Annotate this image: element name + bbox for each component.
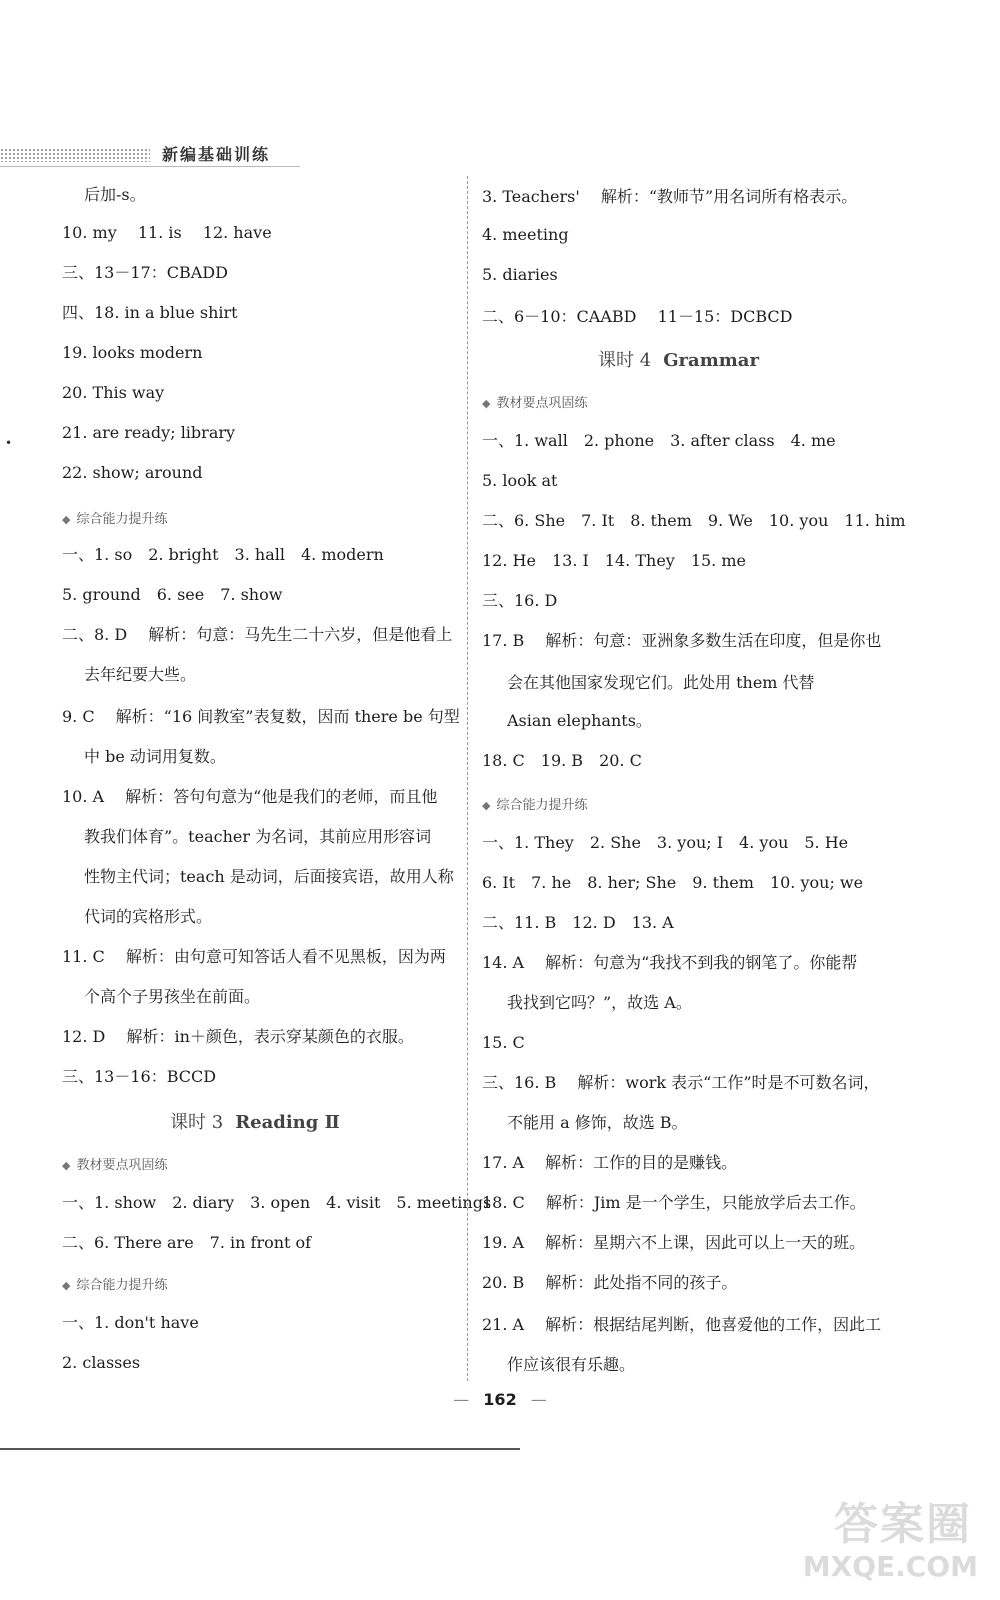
- answer-line: 教我们体育”。teacher 为名词，其前应用形容词: [84, 827, 432, 846]
- header-dot-pattern: [0, 148, 150, 162]
- answer-line: 二、11. B 12. D 13. A: [482, 913, 674, 932]
- answer-line: 18. C 解析：Jim 是一个学生，只能放学后去工作。: [482, 1193, 866, 1212]
- answer-line: 21. A 解析：根据结尾判断，他喜爱他的工作，因此工: [482, 1315, 882, 1334]
- answer-line: 14. A 解析：句意为“我找不到我的钢笔了。你能帮: [482, 953, 858, 972]
- answer-line: 21. are ready; library: [62, 423, 236, 442]
- answer-line: 个高个子男孩坐在前面。: [84, 987, 261, 1006]
- answer-line: 19. looks modern: [62, 343, 203, 362]
- answer-line: 去年纪要大些。: [84, 665, 197, 684]
- answer-line: 5. look at: [482, 471, 558, 490]
- answer-line: 二、6. She 7. It 8. them 9. We 10. you 11. him: [482, 511, 906, 530]
- diamond-icon: ◆: [62, 1279, 71, 1292]
- answer-line: 不能用 a 修饰，故选 B。: [507, 1113, 688, 1132]
- answer-line: 中 be 动词用复数。: [84, 747, 226, 766]
- answer-line: 一、1. show 2. diary 3. open 4. visit 5. meetings: [62, 1193, 492, 1212]
- answer-line: 5. diaries: [482, 265, 558, 284]
- answer-line: 我找到它吗？”，故选 A。: [507, 993, 692, 1012]
- answer-line: 性物主代词；teach 是动词，后面接宾语，故用人称: [84, 867, 454, 886]
- answer-line: 15. C: [482, 1033, 525, 1052]
- answer-line: 10. A 解析：答句句意为“他是我们的老师，而且他: [62, 787, 438, 806]
- answer-line: 6. It 7. he 8. her; She 9. them 10. you; we: [482, 873, 864, 892]
- answer-line: 二、8. D 解析：句意：马先生二十六岁，但是他看上: [62, 625, 453, 644]
- answer-line: 18. C 19. B 20. C: [482, 751, 642, 770]
- diamond-icon: ◆: [62, 1159, 71, 1172]
- lesson-heading: 课时 3 Reading Ⅱ: [170, 1112, 340, 1133]
- margin-mark: •: [5, 436, 13, 450]
- answer-line: 12. He 13. I 14. They 15. me: [482, 551, 746, 570]
- answer-line: 四、18. in a blue shirt: [62, 303, 238, 322]
- diamond-icon: ◆: [62, 513, 71, 526]
- watermark-logo: [802, 1488, 982, 1592]
- answer-line: 二、6－10：CAABD 11－15：DCBCD: [482, 307, 793, 326]
- answer-line: 2. classes: [62, 1353, 141, 1372]
- bottom-rule: [0, 1448, 520, 1450]
- watermark-top: 答案圈: [834, 1499, 972, 1550]
- answer-line: 会在其他国家发现它们。此处用 them 代替: [507, 673, 815, 692]
- answer-line: 17. A 解析：工作的目的是赚钱。: [482, 1153, 738, 1172]
- answer-line: 一、1. wall 2. phone 3. after class 4. me: [482, 431, 836, 450]
- page-number: — 162 —: [453, 1390, 547, 1409]
- answer-line: 4. meeting: [482, 225, 569, 244]
- section-heading: ◆ 综合能力提升练: [62, 512, 168, 527]
- answer-line: 二、6. There are 7. in front of: [62, 1233, 312, 1252]
- answer-line: 一、1. They 2. She 3. you; I 4. you 5. He: [482, 833, 849, 852]
- answer-line: 三、13－16：BCCD: [62, 1067, 217, 1086]
- section-heading: ◆ 综合能力提升练: [62, 1278, 168, 1293]
- answer-line: 三、16. B 解析：work 表示“工作”时是不可数名词，: [482, 1073, 880, 1092]
- lesson-heading: 课时 4 Grammar: [598, 350, 759, 371]
- header-title: 新编基础训练: [162, 145, 271, 164]
- answer-line: 11. C 解析：由句意可知答话人看不见黑板，因为两: [62, 947, 446, 966]
- header-rule: [0, 166, 300, 167]
- answer-line: 19. A 解析：星期六不上课，因此可以上一天的班。: [482, 1233, 866, 1252]
- answer-line: 后加-s。: [84, 185, 146, 204]
- answer-line: 代词的宾格形式。: [84, 907, 213, 926]
- section-heading: ◆ 教材要点巩固练: [62, 1158, 168, 1173]
- answer-line: 一、1. don't have: [62, 1313, 199, 1332]
- answer-line: 10. my 11. is 12. have: [62, 223, 272, 242]
- diamond-icon: ◆: [482, 397, 491, 410]
- answer-line: 20. B 解析：此处指不同的孩子。: [482, 1273, 738, 1292]
- answer-line: 17. B 解析：句意：亚洲象多数生活在印度，但是你也: [482, 631, 882, 650]
- answer-line: 20. This way: [62, 383, 165, 402]
- watermark-bottom: MXQE.COM: [802, 1550, 978, 1583]
- answer-line: Asian elephants。: [507, 711, 652, 730]
- answer-line: 三、13－17：CBADD: [62, 263, 228, 282]
- answer-line: 一、1. so 2. bright 3. hall 4. modern: [62, 545, 384, 564]
- diamond-icon: ◆: [482, 799, 491, 812]
- answer-line: 9. C 解析：“16 间教室”表复数，因而 there be 句型: [62, 707, 460, 726]
- running-header: [0, 140, 300, 166]
- answer-line: 22. show; around: [62, 463, 203, 482]
- answer-line: 3. Teachers' 解析：“教师节”用名词所有格表示。: [482, 187, 858, 206]
- section-heading: ◆ 综合能力提升练: [482, 798, 588, 813]
- answer-line: 作应该很有乐趣。: [507, 1355, 636, 1374]
- answer-line: 三、16. D: [482, 591, 558, 610]
- answer-line: 5. ground 6. see 7. show: [62, 585, 283, 604]
- answer-line: 12. D 解析：in＋颜色，表示穿某颜色的衣服。: [62, 1027, 414, 1046]
- section-heading: ◆ 教材要点巩固练: [482, 396, 588, 411]
